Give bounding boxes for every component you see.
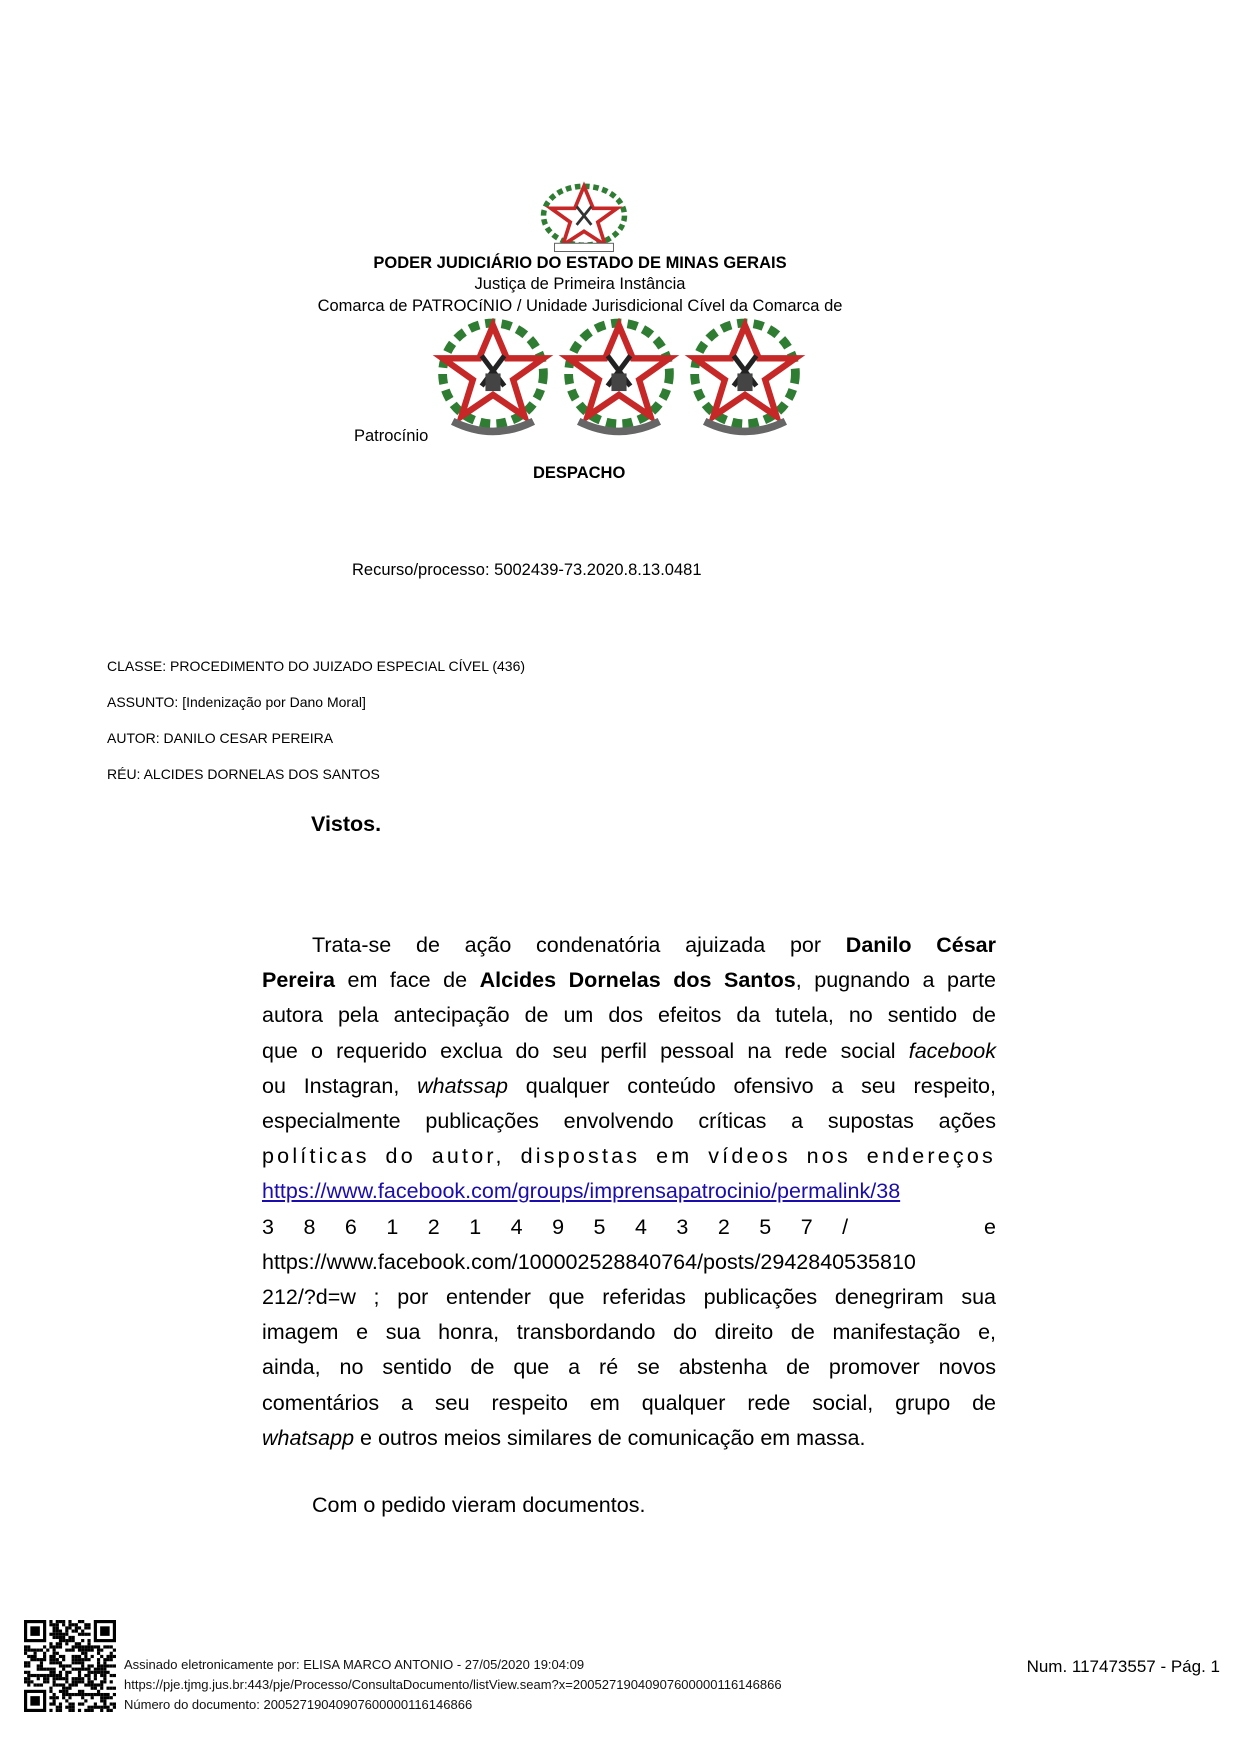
digit-char: 9 — [552, 1214, 565, 1239]
digit-char: 5 — [759, 1214, 772, 1239]
digit-char: 2 — [427, 1214, 440, 1239]
vistos-heading: Vistos. — [311, 812, 382, 836]
digit-char — [913, 1210, 919, 1245]
process-number: Recurso/processo: 5002439-73.2020.8.13.0481 — [352, 561, 702, 579]
digit-char: 2 — [717, 1214, 730, 1239]
coat-of-arms-icon — [682, 318, 808, 444]
case-author: AUTOR: DANILO CESAR PEREIRA — [107, 730, 334, 746]
digit-char: 1 — [386, 1214, 399, 1239]
signature-line: Assinado eletronicamente por: ELISA MARCO ANTONIO - 27/05/2020 19:04:09 — [124, 1657, 585, 1672]
court-comarca: Comarca de PATROCíNIO / Unidade Jurisdicional Cível da Comarca de — [317, 297, 843, 315]
court-city: Patrocínio — [354, 427, 429, 445]
case-class: CLASSE: PROCEDIMENTO DO JUIZADO ESPECIAL CÍVEL (436) — [107, 658, 526, 674]
facebook-link[interactable]: https://www.facebook.com/groups/imprensapatrocinio/permalink/38 — [262, 1179, 901, 1204]
body-paragraph-2: Com o pedido vieram documentos. — [312, 1493, 646, 1517]
document-type: DESPACHO — [533, 464, 626, 482]
body-line: 212/?d=w ; por entender que referidas publicações denegriram sua — [262, 1285, 996, 1310]
body-line: Trata-se de ação condenatória ajuizada por Danilo César — [312, 933, 997, 957]
body-line: Pereira em face de Alcides Dornelas dos Santos, pugnando a parte — [262, 968, 996, 993]
qr-code-icon — [24, 1620, 116, 1712]
digit-char: 4 — [634, 1214, 647, 1239]
court-instance: Justiça de Primeira Instância — [474, 275, 686, 293]
body-line-digits — [262, 1210, 996, 1245]
digit-char: 3 — [676, 1214, 689, 1239]
body-line: comentários a seu respeito em qualquer rede social, grupo de — [262, 1390, 996, 1415]
coat-of-arms-icon — [538, 180, 630, 255]
digit-char: 1 — [469, 1214, 482, 1239]
document-number: Número do documento: 20052719040907600000116146866 — [124, 1697, 473, 1712]
body-line: políticas do autor, dispostas em vídeos nos endereços — [262, 1144, 996, 1169]
digit-char: 7 — [800, 1214, 813, 1239]
coat-of-arms-icon — [556, 318, 682, 444]
document-url[interactable]: https://pje.tjmg.jus.br:443/pje/Processo/ConsultaDocumento/listView.seam?x=20052719040907600000116146866 — [124, 1677, 782, 1692]
body-line: ainda, no sentido de que a ré se abstenha de promover novos — [262, 1355, 996, 1380]
digit-char — [878, 1210, 884, 1245]
digit-char: 5 — [593, 1214, 606, 1239]
case-subject: ASSUNTO: [Indenização por Dano Moral] — [107, 694, 366, 710]
body-line: especialmente publicações envolvendo críticas a supostas ações — [262, 1109, 996, 1134]
digit-char: / — [842, 1214, 849, 1239]
digit-char: e — [983, 1214, 996, 1239]
body-line: autora pela antecipação de um dos efeitos da tutela, no sentido de — [262, 1003, 996, 1028]
digit-char: 4 — [510, 1214, 523, 1239]
case-defendant: RÉU: ALCIDES DORNELAS DOS SANTOS — [107, 766, 380, 782]
court-title: PODER JUDICIÁRIO DO ESTADO DE MINAS GERAIS — [373, 254, 787, 272]
body-line: que o requerido exclua do seu perfil pessoal na rede social facebook — [262, 1038, 996, 1063]
coat-of-arms-icon — [430, 318, 556, 444]
body-line: whatsapp e outros meios similares de comunicação em massa. — [262, 1425, 866, 1450]
body-line: ou Instagran, whatssap qualquer conteúdo ofensivo a seu respeito, — [262, 1073, 996, 1098]
body-line: imagem e sua honra, transbordando do direito de manifestação e, — [262, 1320, 996, 1345]
digit-char: 3 — [262, 1214, 274, 1239]
page-number: Num. 117473557 - Pág. 1 — [1026, 1657, 1220, 1676]
body-line: https://www.facebook.com/100002528840764/posts/2942840535810 — [262, 1249, 916, 1274]
digit-char — [948, 1210, 954, 1245]
digit-char: 6 — [344, 1214, 357, 1239]
body-paragraph — [262, 928, 996, 1456]
digit-char: 8 — [303, 1214, 316, 1239]
